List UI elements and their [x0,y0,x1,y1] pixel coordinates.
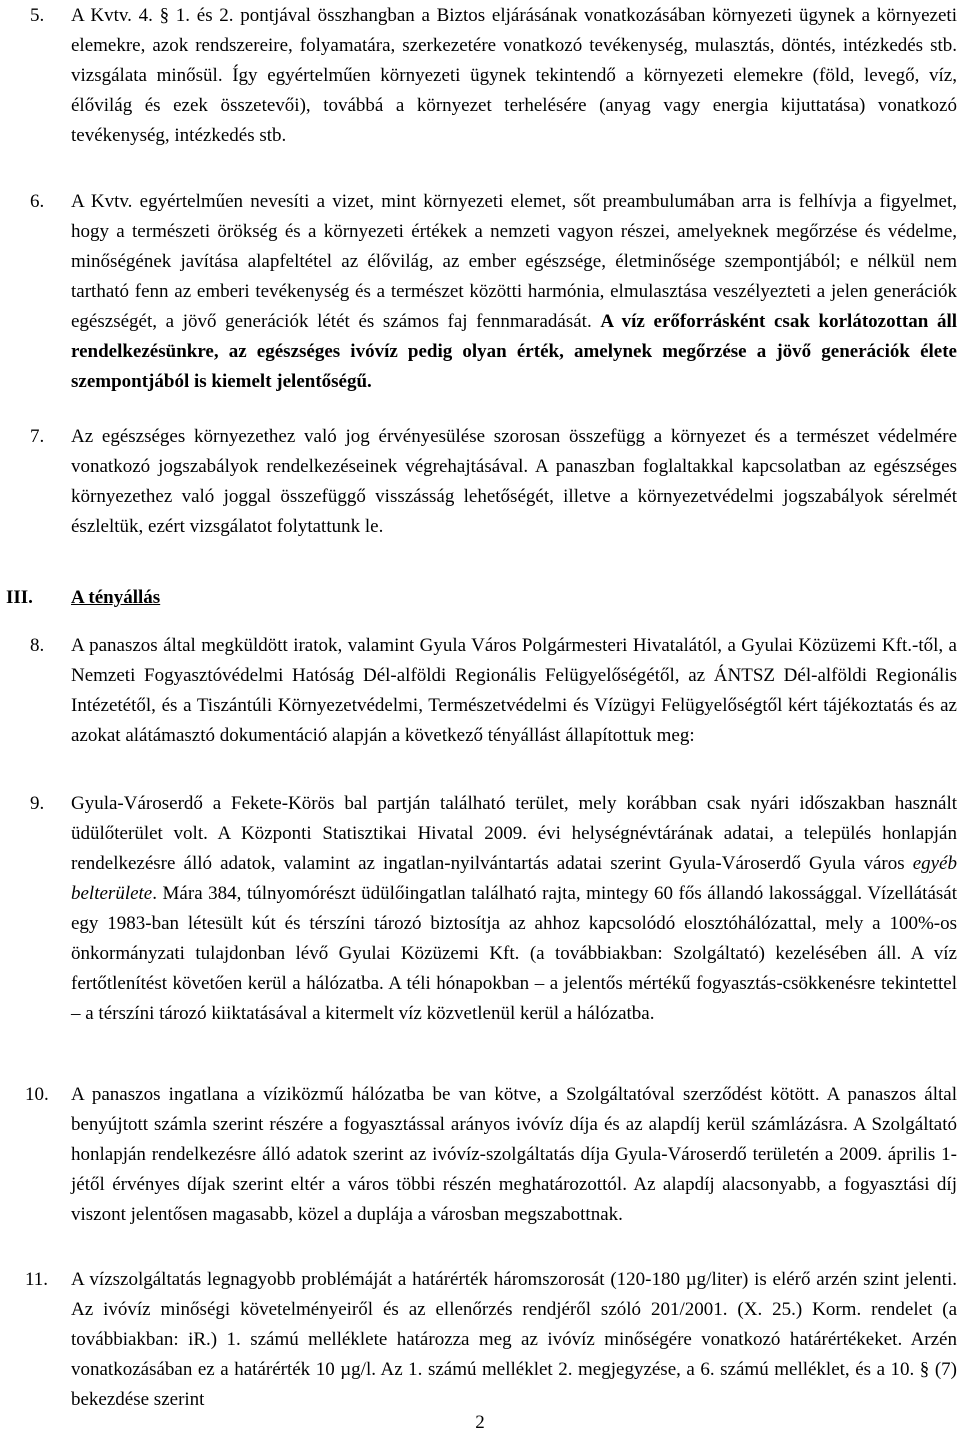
emphasized-text: A víz erőforrásként csak korlátozottan áll rendelkezésünkre, az egészséges ivóvíz pedig olyan érték, amelynek megőrzése a jövő generációk élete szempontjából is kiemelt jelentőségű. [71,311,957,392]
paragraph-9 [30,789,957,1029]
paragraph-number: 6. [30,191,45,212]
paragraph-body-continued: . Mára 384, túlnyomórészt üdülőingatlan található rajta, mintegy 60 fős állandó lakossággal. Vízellátását egy 1983-ban létesült kút és térszíni tározó biztosítja az ahhoz kapcsolódó elosztóhálózattal, mely a 100%-os önkormányzati tulajdonban lévő Gyulai Közüzemi Kft. (a továbbiakban: Szolgáltató) kezelésében áll. A víz fertőtlenítést követően kerül a hálózatba. A téli hónapokban – a jelentős mértékű fogyasztás-csökkenésre tekintettel – a térszíni tározó kiiktatásával a kitermelt víz közvetlenül kerül a hálózatba. [71,883,957,1024]
paragraph-text: A Kvtv. 4. § 1. és 2. pontjával összhangban a Biztos eljárásának vonatkozásában környezeti ügynek a környezeti elemekre, azok rendszereire, folyamatára, szerkezetére vonatkozó tevékenység, mulasztás, döntés, intézkedés stb. vizsgálata minősül. Így egyértelműen környezeti ügynek tekintendő a környezeti elemekre (föld, levegő, víz, élővilág és ezek összetevői), továbbá a környezet terhelésére (anyag vagy energia kijuttatása) vonatkozó tevékenység, intézkedés stb. [71,5,957,146]
paragraph-5 [30,1,957,151]
paragraph-body: Gyula-Városerdő a Fekete-Körös bal partján található terület, mely korábban csak nyári időszakban használt üdülőterület volt. A Központi Statisztikai Hivatal 2009. évi helységnévtárának adatai, a település honlapján rendelkezésre álló adatok, valamint az ingatlan-nyilvántartás adatai szerint Gyula-Városerdő Gyula város [71,793,957,874]
paragraph-number: 9. [30,793,45,814]
paragraph-number: 10. [25,1084,49,1105]
paragraph-number: 11. [25,1269,49,1290]
italic-term: egyéb belterülete [71,853,957,904]
paragraph-8 [30,631,957,751]
paragraph-text: Az egészséges környezethez való jog érvényesülése szorosan összefügg a környezet és a természet védelmére vonatkozó jogszabályok rendelkezéseinek végrehajtásával. A panaszban foglaltakkal kapcsolatban az egészséges környezethez való joggal összefüggő visszásság lehetőségét, illetve a környezetvédelmi jogszabályok sérelmét észleltük, ezért vizsgálatot folytattunk le. [71,426,957,537]
paragraph-7 [30,422,957,542]
paragraph-text [71,789,957,1029]
page-number: 2 [475,1412,485,1433]
paragraph-number: 7. [30,426,45,447]
paragraph-text: A vízszolgáltatás legnagyobb problémáját a határérték háromszorosát (120-180 µg/liter) is elérő arzén szint jelenti. Az ivóvíz minőségi követelményeiről és az ellenőrzés rendjéről szóló 201/2001. (X. 25.) Korm. rendelet (a továbbiakban: iR.) 1. számú melléklete határozza meg az ivóvíz minőségére vonatkozó határértékeket. Arzén vonatkozásában ez a határérték 10 µg/l. Az 1. számú melléklet 2. megjegyzése, a 6. számú melléklet, és a 10. § (7) bekezdése szerint [71,1269,957,1410]
paragraph-text: A panaszos által megküldött iratok, valamint Gyula Város Polgármesteri Hivatalától, a Gyulai Közüzemi Kft.-től, a Nemzeti Fogyasztóvédelmi Hatóság Dél-alföldi Regionális Felügyelőségétől, az ÁNTSZ Dél-alföldi Regionális Intézetétől, és a Tiszántúli Környezetvédelmi, Természetvédelmi és Vízügyi Felügyelőségtől kért tájékoztatás és az azokat alátámasztó dokumentáció alapján a következő tényállást állapítottuk meg: [71,635,957,746]
paragraph-10 [25,1080,957,1230]
paragraph-number: 5. [30,5,45,26]
section-title: A tényállás [71,587,161,608]
paragraph-text [71,187,957,397]
section-number: III. [6,587,33,608]
paragraph-11 [25,1265,957,1415]
paragraph-text: A panaszos ingatlana a víziközmű hálózatba be van kötve, a Szolgáltatóval szerződést kötött. A panaszos által benyújtott számla szerint részére a fogyasztással arányos ivóvíz díja és az alapdíj kerül számlázásra. A Szolgáltató honlapján rendelkezésre álló adatok szerint az ivóvíz-szolgáltatás díja Gyula-Városerdő területén a 2009. április 1-jétől érvényes díjak szerint eltér a város többi részén meghatározottól. Az alapdíj alacsonyabb, a fogyasztási díj viszont jelentősen magasabb, közel a duplája a városban megszabottnak. [71,1084,957,1225]
paragraph-6 [30,187,957,397]
paragraph-body: A Kvtv. egyértelműen nevesíti a vizet, mint környezeti elemet, sőt preambulumában arra is felhívja a figyelmet, hogy a természeti örökség és a környezeti értékek a nemzeti vagyon részei, amelyeknek megőrzése és védelme, minőségének javítása alapfeltétel az élővilág, az ember egészsége, életminősége szempontjából; e nélkül nem tartható fenn az emberi tevékenység és a természet közötti harmónia, elmulasztása veszélyezteti a jelen generációk egészségét, a jövő generációk létét és számos faj fennmaradását. [71,191,957,332]
paragraph-number: 8. [30,635,45,656]
